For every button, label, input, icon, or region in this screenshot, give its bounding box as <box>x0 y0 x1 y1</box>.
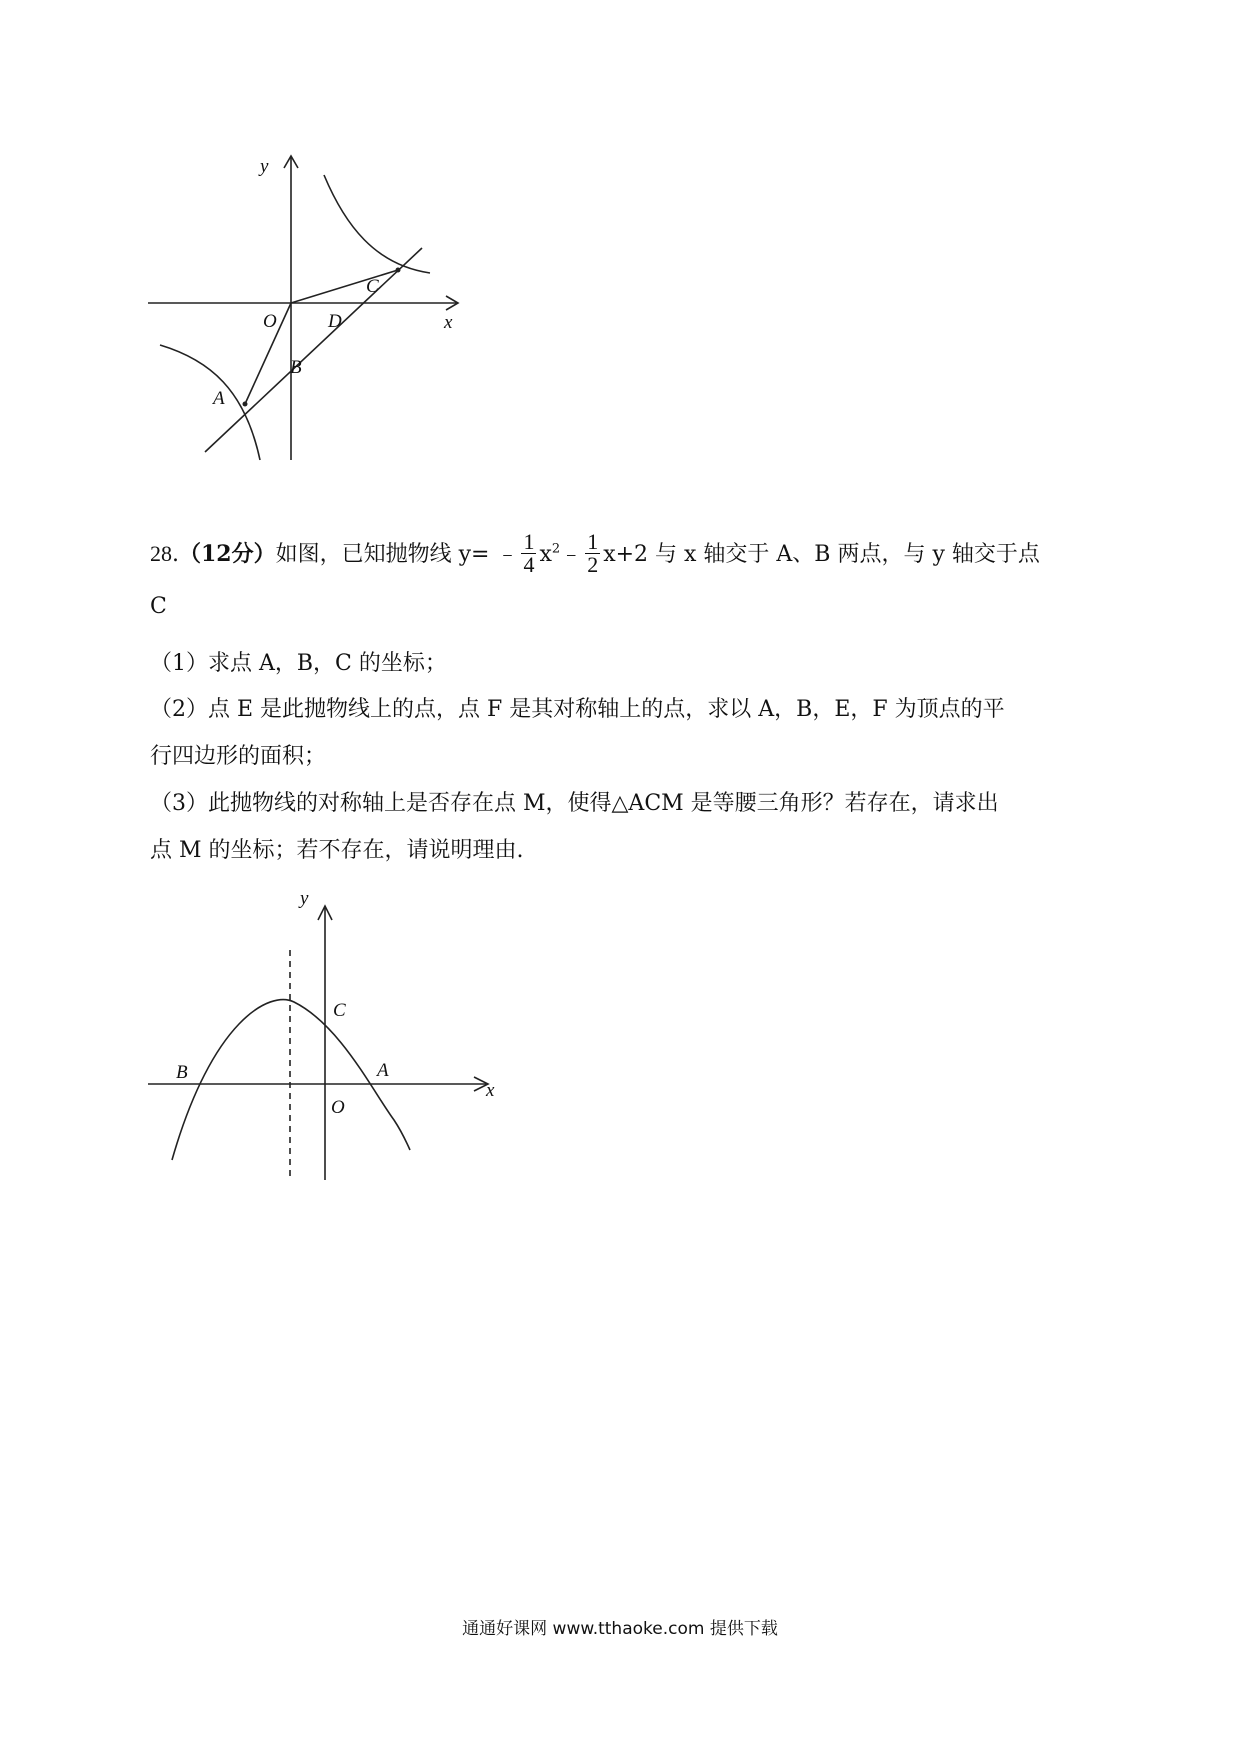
label-y: y <box>260 156 269 177</box>
label-o: O <box>263 311 277 332</box>
subquestion-3-line-1: （3）此抛物线的对称轴上是否存在点 M，使得△ACM 是等腰三角形？若存在，请求出 <box>150 791 999 816</box>
page-footer: 通通好课网 www.tthaoke.com 提供下载 <box>462 1619 778 1639</box>
label-a: A <box>377 1060 389 1081</box>
figure-hyperbola <box>140 150 470 470</box>
label-x: x <box>486 1080 495 1101</box>
x-squared-base: x <box>539 542 552 567</box>
question-text-before: 如图，已知抛物线 y= ﹣ <box>275 542 519 567</box>
line-ac <box>205 248 422 452</box>
subquestion-1: （1）求点 A，B，C 的坐标； <box>150 651 447 676</box>
subquestion-3 <box>150 780 1110 874</box>
subquestion-2 <box>150 686 1110 780</box>
fraction-one-half: $\frac{1}{2}$ <box>587 528 599 577</box>
question-text-after: x+2 与 x 轴交于 A、B 两点，与 y 轴交于点 <box>603 542 1040 567</box>
label-b: B <box>176 1062 188 1083</box>
question-dot: . <box>172 542 179 567</box>
label-x: x <box>444 312 453 333</box>
question-line-2: C <box>150 594 167 619</box>
question-score: （12分） <box>179 541 276 567</box>
label-b: B <box>290 357 302 378</box>
label-o: O <box>331 1097 345 1118</box>
fraction-one-quarter: $\frac{1}{4}$ <box>523 528 535 577</box>
minus-sign: ﹣ <box>560 542 583 567</box>
question-line-1 <box>150 530 1110 579</box>
label-y: y <box>300 888 309 909</box>
hyperbola-branch-upper <box>324 175 430 273</box>
point-c-dot <box>396 268 401 273</box>
question-28 <box>150 530 1110 631</box>
subquestion-2-line-2: 行四边形的面积； <box>150 744 327 769</box>
label-a: A <box>213 388 225 409</box>
subquestion-3-line-2: 点 M 的坐标；若不存在，请说明理由. <box>150 838 524 863</box>
figure-parabola <box>140 880 500 1200</box>
label-d: D <box>328 311 342 332</box>
label-c: C <box>366 276 379 297</box>
question-number: 28 <box>150 541 172 566</box>
point-a-dot <box>243 402 248 407</box>
exponent-2: 2 <box>551 541 561 557</box>
label-c: C <box>333 1000 346 1021</box>
parabola-curve <box>172 1000 410 1160</box>
subquestion-2-line-1: （2）点 E 是此抛物线上的点，点 F 是其对称轴上的点，求以 A，B，E，F 为顶点的平 <box>150 697 1005 722</box>
